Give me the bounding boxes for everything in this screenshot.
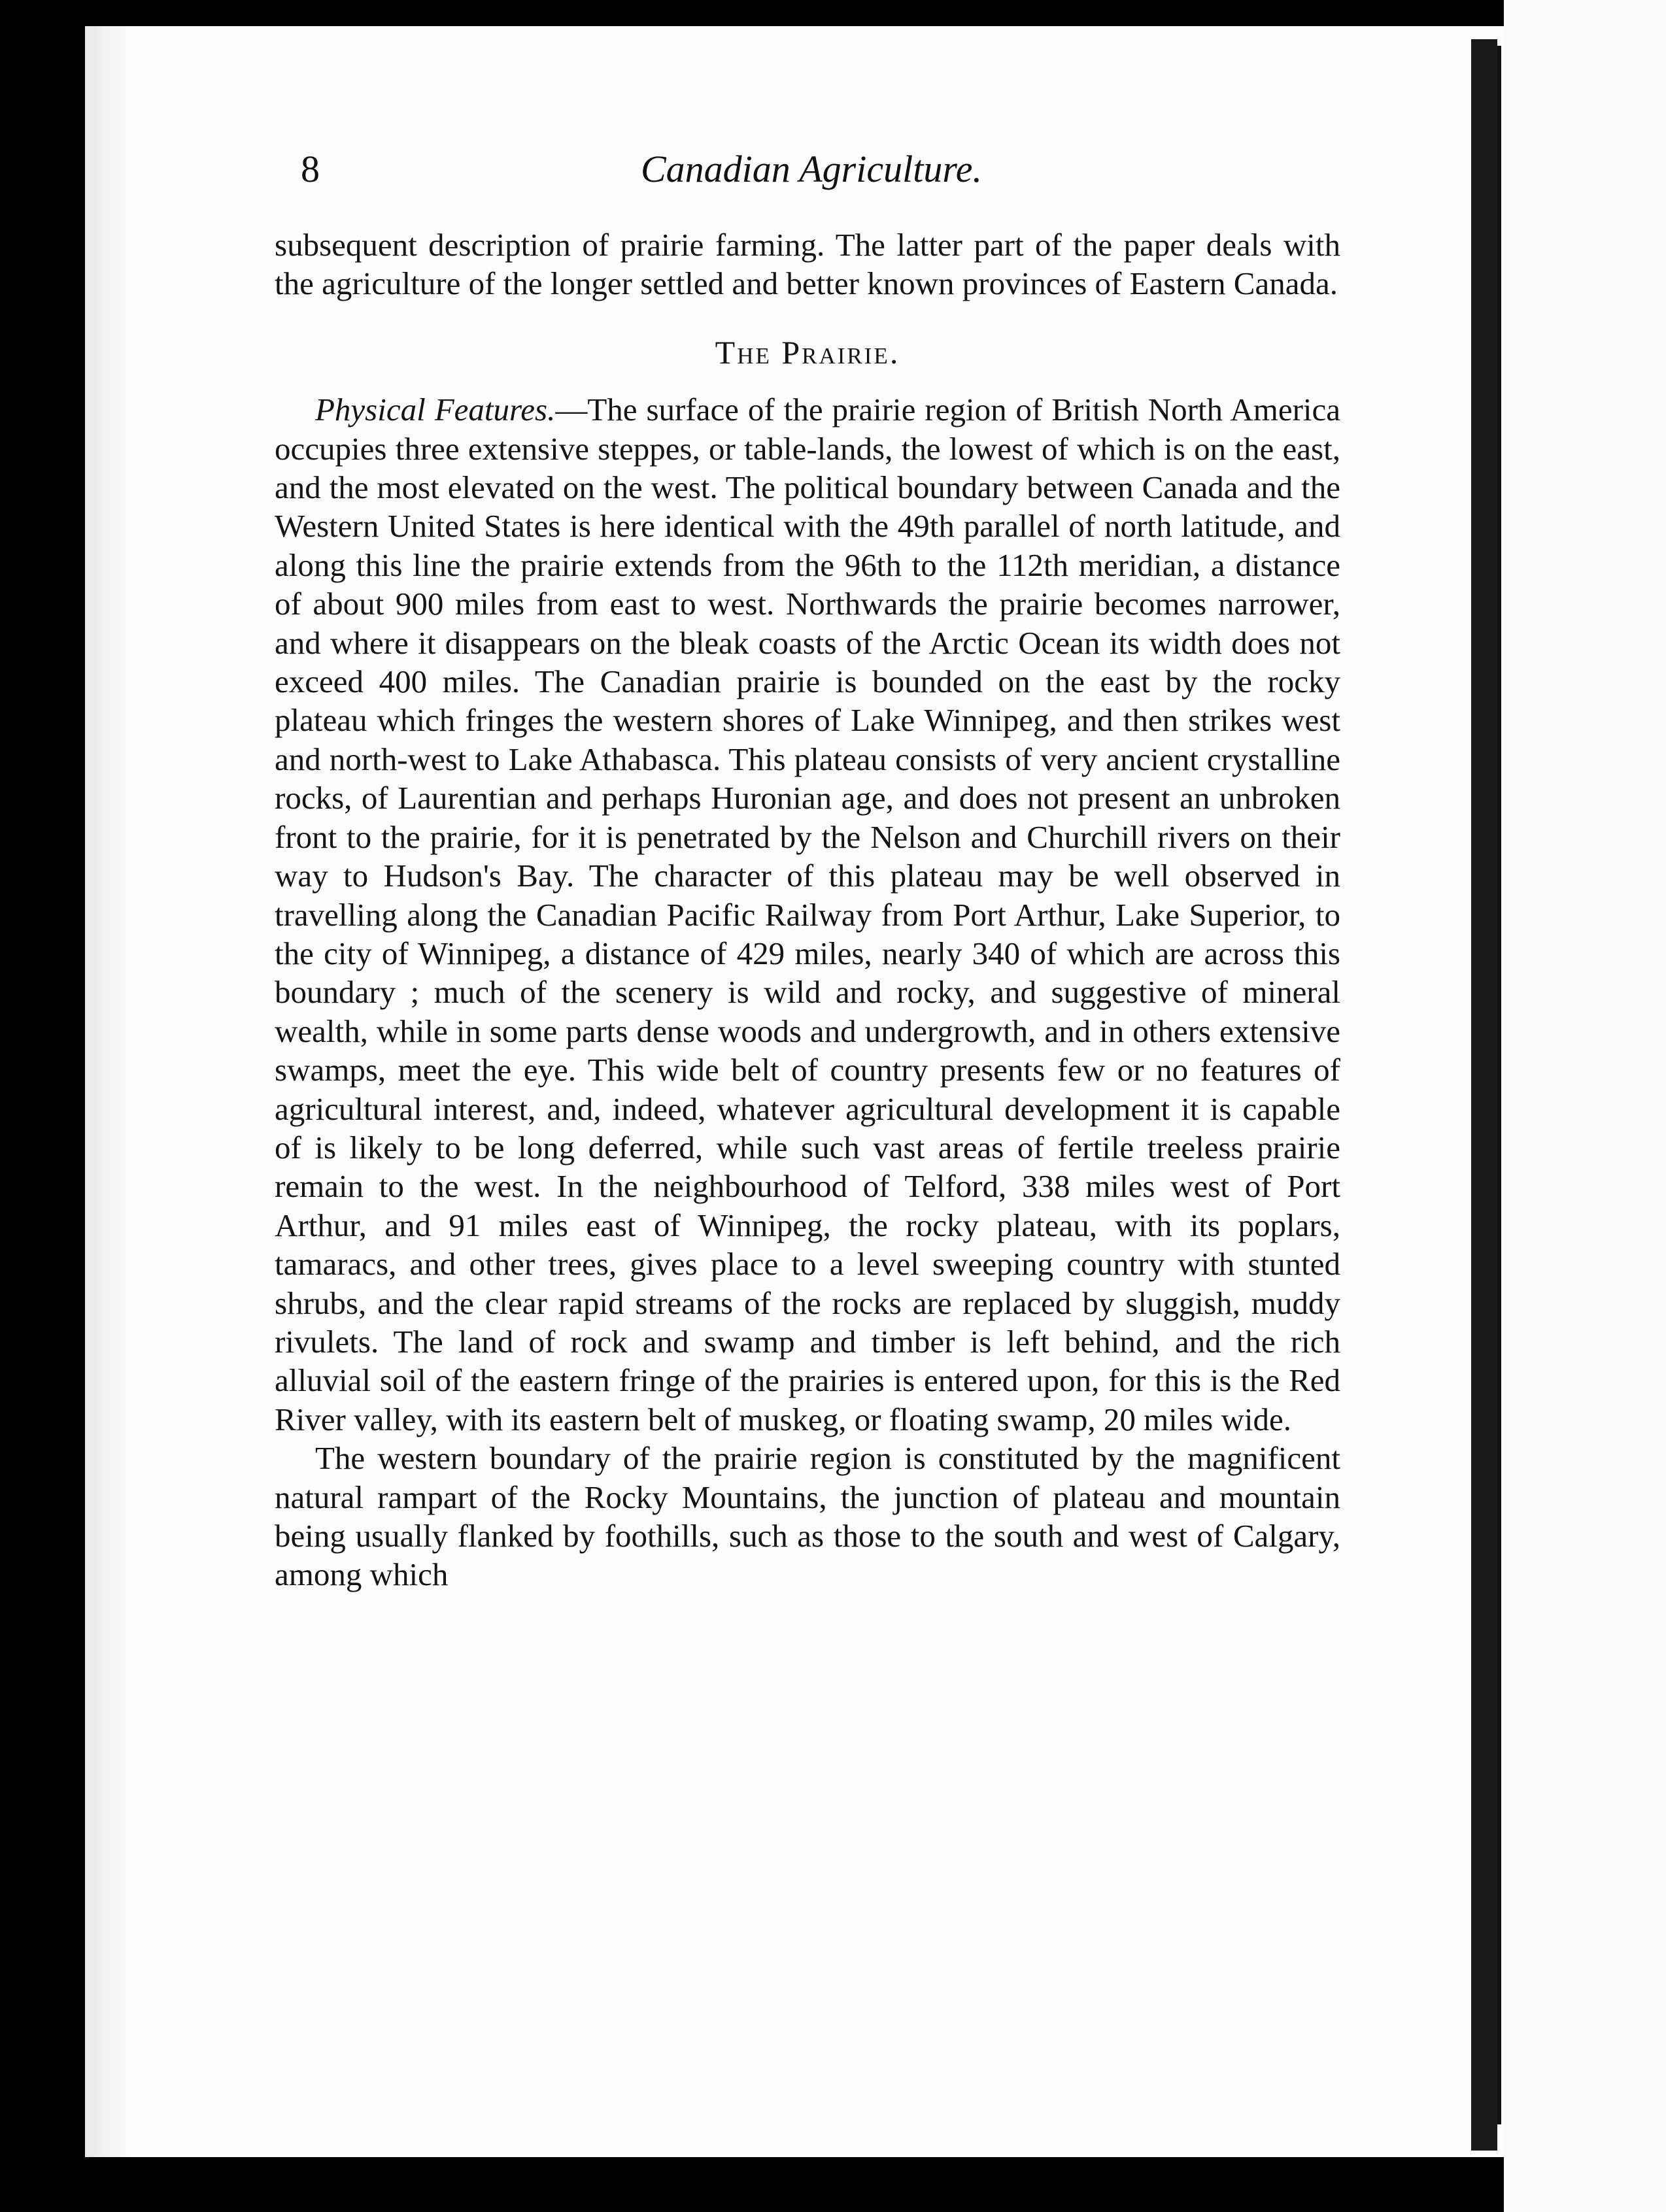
paragraph-lead-italic: Physical Features.	[315, 392, 556, 428]
page-body	[275, 226, 1340, 1594]
facing-page-edge	[1497, 46, 1501, 2124]
page-header	[301, 147, 1347, 206]
page-gutter-shadow	[1471, 39, 1497, 2151]
paragraph-body: —The surface of the prairie region of British North America occupies three extensive steppes, or table-lands, the lowest of which is on the east, and the most elevated on the west. The political boundary between Canada and the Western United States is here identical with the 49th parallel of north latitude, and along this line the prairie extends from the 96th to the 112th meridian, a distance of about 900 miles from east to west. Northwards the prairie becomes narrower, and where it disappears on the bleak coasts of the Arctic Ocean its width does not exceed 400 miles. The Canadian prairie is bounded on the east by the rocky plateau which fringes the western shores of Lake Winnipeg, and then strikes west and north-west to Lake Athabasca. This plateau consists of very ancient crystalline rocks, of Laurentian and perhaps Huronian age, and does not present an unbroken front to the prairie, for it is penetrated by the Nelson and Churchill rivers on their way to Hudson's Bay. The character of this plateau may be well observed in travelling along the Canadian Pacific Railway from Port Arthur, Lake Superior, to the city of Winnipeg, a distance of 429 miles, nearly 340 of which are across this boundary ; much of the scenery is wild and rocky, and suggestive of mineral wealth, while in some parts dense woods and undergrowth, and in others extensive swamps, meet the eye. This wide belt of country presents few or no features of agricultural interest, and, indeed, whatever agricultural development it is capable of is likely to be long deferred, while such vast areas of fertile treeless prairie remain to the west. In the neighbourhood of Telford, 338 miles west of Port Arthur, and 91 miles east of Winnipeg, the rocky plateau, with its poplars, tamaracs, and other trees, gives place to a level sweeping country with stunted shrubs, and the clear rapid streams of the rocks are replaced by sluggish, muddy rivulets. The land of rock and swamp and timber is left behind, and the rich alluvial soil of the eastern fringe of the prairies is entered upon, for this is the Red River valley, with its eastern belt of muskeg, or floating swamp, 20 miles wide.	[275, 392, 1340, 1437]
section-heading: The Prairie.	[715, 333, 900, 371]
paragraph-physical-features	[275, 390, 1340, 1439]
running-title: Canadian Agriculture.	[641, 148, 982, 190]
paragraph-continuation: subsequent description of prairie farming. The latter part of the paper deals with the agriculture of the longer settled and better known provinces of Eastern Canada.	[275, 227, 1340, 302]
paragraph-western-boundary: The western boundary of the prairie region is constituted by the magnificent natural rampart of the Rocky Mountains, the junction of plateau and mountain being usually flanked by foothills, such as those to the south and west of Calgary, among which	[275, 1440, 1340, 1593]
page-number: 8	[301, 148, 320, 190]
facing-page-margin	[1504, 0, 1666, 2212]
